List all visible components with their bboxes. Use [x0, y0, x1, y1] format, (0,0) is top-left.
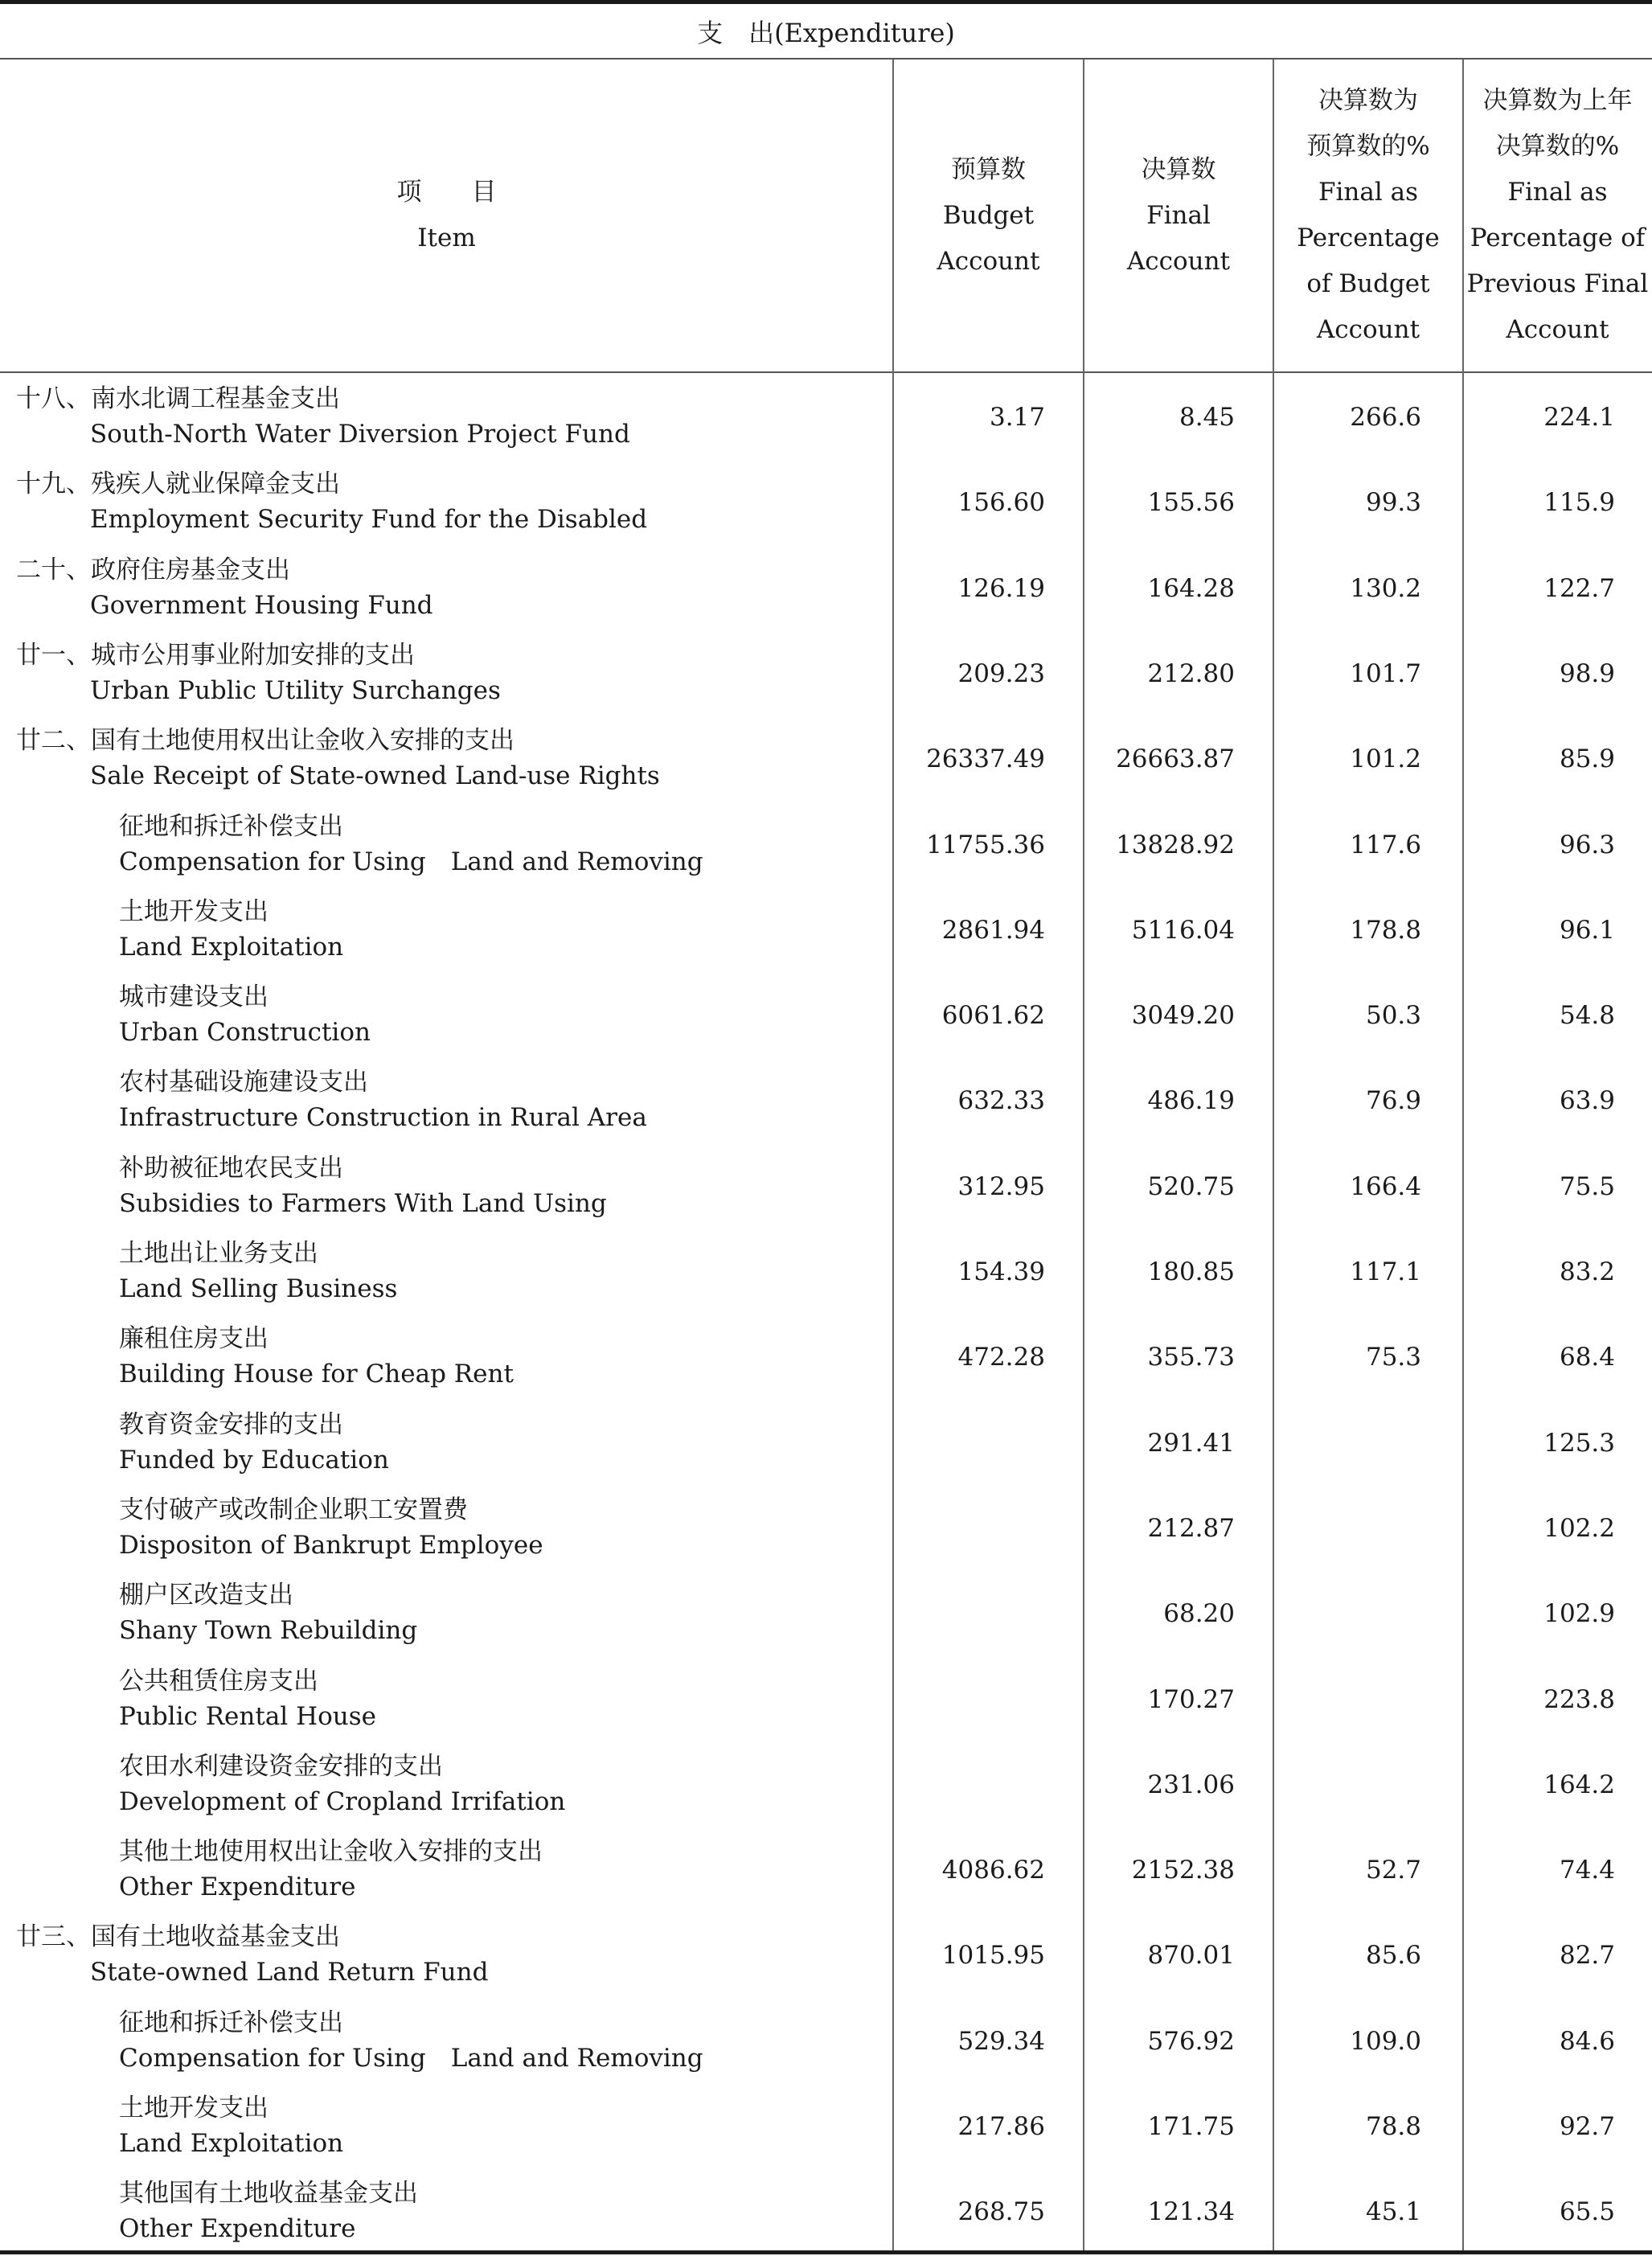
budget-cell: 26337.49	[926, 744, 1045, 774]
item-name-cn: 土地开发支出	[119, 2094, 269, 2123]
header-pct-budget-line: Account	[1316, 315, 1420, 344]
item-name-en: State-owned Land Return Fund	[90, 1958, 489, 1987]
item-name-cn: 廉租住房支出	[119, 1324, 269, 1354]
header-budget-line: Budget	[942, 200, 1035, 230]
header-item-en: Item	[417, 224, 476, 252]
header-budget-line: Account	[937, 246, 1040, 276]
pct-budget-cell	[1273, 1486, 1461, 1571]
final-cell: 164.28	[1147, 573, 1235, 603]
pct-budget-cell	[1273, 1657, 1461, 1742]
table-row	[0, 716, 1652, 802]
budget-cell: 312.95	[957, 1171, 1045, 1201]
header-final-line: Final	[1146, 200, 1211, 230]
pct-budget-cell: 76.9	[1365, 1086, 1421, 1116]
header-pct-prev-line: Final as	[1507, 178, 1608, 207]
budget-cell: 6061.62	[941, 1001, 1045, 1031]
item-cell	[0, 375, 892, 460]
item-cell	[0, 1999, 892, 2084]
item-name-en: Sale Receipt of State-owned Land-use Rights	[90, 761, 660, 791]
item-cell	[0, 888, 892, 973]
table-row	[0, 1315, 1652, 1400]
column-divider	[892, 59, 894, 2250]
budget-cell	[893, 1401, 1082, 1486]
final-cell: 5116.04	[1131, 915, 1235, 945]
table-row	[0, 888, 1652, 973]
pct-prev-cell: 65.5	[1559, 2197, 1615, 2227]
budget-cell: 209.23	[957, 658, 1045, 688]
item-cell	[0, 1401, 892, 1486]
header-pct-prev-line: Percentage of	[1470, 224, 1646, 252]
pct-prev-cell: 164.2	[1543, 1770, 1615, 1799]
budget-cell: 2861.94	[941, 915, 1045, 945]
item-name-cn: 十八、南水北调工程基金支出	[16, 384, 340, 413]
header-pct-prev-line: Previous Final	[1466, 269, 1649, 298]
item-name-cn: 其他国有土地收益基金支出	[119, 2179, 418, 2209]
table-row	[0, 1999, 1652, 2084]
final-cell: 68.20	[1163, 1599, 1235, 1629]
item-name-cn: 征地和拆迁补偿支出	[119, 811, 343, 841]
final-cell: 355.73	[1147, 1343, 1235, 1372]
pct-budget-cell: 117.1	[1350, 1257, 1421, 1286]
pct-prev-cell: 92.7	[1559, 2112, 1615, 2141]
table-row	[0, 631, 1652, 716]
item-cell	[0, 1742, 892, 1827]
bottom-rule	[0, 2250, 1652, 2254]
header-pct-prev-line: Account	[1506, 315, 1609, 344]
pct-prev-cell: 96.1	[1559, 915, 1615, 945]
header-pct-budget-line: of Budget	[1306, 269, 1430, 298]
item-name-cn: 其他土地使用权出让金收入安排的支出	[119, 1837, 543, 1867]
budget-cell: 529.34	[957, 2026, 1045, 2056]
item-name-en: Funded by Education	[119, 1445, 389, 1475]
budget-cell: 3.17	[989, 403, 1045, 432]
item-cell	[0, 716, 892, 802]
table-row	[0, 1827, 1652, 1913]
final-cell: 3049.20	[1131, 1001, 1235, 1031]
item-cell	[0, 460, 892, 545]
item-name-en: Land Exploitation	[119, 2129, 344, 2158]
pct-prev-cell: 224.1	[1543, 403, 1615, 432]
item-name-en: Land Exploitation	[119, 932, 344, 962]
item-cell	[0, 2084, 892, 2169]
header-pct-budget-line: Percentage	[1297, 224, 1440, 252]
pct-budget-cell: 117.6	[1350, 830, 1421, 859]
final-cell: 13828.92	[1116, 830, 1235, 859]
item-name-cn: 二十、政府住房基金支出	[16, 555, 290, 585]
item-name-cn: 土地出让业务支出	[119, 1239, 318, 1268]
item-cell	[0, 1058, 892, 1143]
final-cell: 121.34	[1147, 2197, 1235, 2227]
pct-prev-cell: 223.8	[1543, 1684, 1615, 1714]
header-pct-prev	[1463, 59, 1652, 373]
item-name-cn: 公共租赁住房支出	[119, 1666, 318, 1696]
item-cell	[0, 546, 892, 631]
table-row	[0, 460, 1652, 545]
table-title: 支 出(Expenditure)	[0, 4, 1652, 59]
header-pct-budget-line: 预算数的%	[1306, 132, 1430, 161]
budget-cell: 11755.36	[926, 830, 1045, 859]
final-cell: 26663.87	[1116, 744, 1235, 774]
final-cell: 576.92	[1147, 2026, 1235, 2056]
final-cell: 520.75	[1147, 1171, 1235, 1201]
header-budget-line: 预算数	[951, 154, 1026, 184]
pct-prev-cell: 96.3	[1559, 830, 1615, 859]
budget-cell	[893, 1742, 1082, 1827]
item-name-en: Urban Construction	[119, 1018, 371, 1048]
column-divider	[1083, 59, 1084, 2250]
pct-prev-cell: 84.6	[1559, 2026, 1615, 2056]
item-name-en: Urban Public Utility Surchanges	[90, 675, 501, 705]
final-cell: 8.45	[1179, 403, 1235, 432]
item-name-cn: 农村基础设施建设支出	[119, 1068, 368, 1097]
final-cell: 155.56	[1147, 488, 1235, 518]
item-name-en: Compensation for Using Land and Removing	[119, 2043, 703, 2073]
item-name-cn: 征地和拆迁补偿支出	[119, 2008, 343, 2037]
item-name-en: Shany Town Rebuilding	[119, 1616, 418, 1646]
item-name-cn: 城市建设支出	[119, 982, 269, 1012]
pct-prev-cell: 83.2	[1559, 1257, 1615, 1286]
column-divider	[1462, 59, 1464, 2250]
pct-budget-cell	[1273, 1401, 1461, 1486]
item-name-cn: 廿三、国有土地收益基金支出	[16, 1922, 340, 1952]
pct-prev-cell: 74.4	[1559, 1856, 1615, 1885]
item-cell	[0, 802, 892, 888]
item-cell	[0, 1315, 892, 1400]
pct-budget-cell: 99.3	[1365, 488, 1421, 518]
pct-prev-cell: 82.7	[1559, 1941, 1615, 1971]
item-name-cn: 教育资金安排的支出	[119, 1409, 343, 1439]
item-name-en: Land Selling Business	[119, 1274, 398, 1303]
budget-cell: 217.86	[957, 2112, 1045, 2141]
pct-budget-cell: 101.7	[1350, 658, 1421, 688]
budget-cell: 154.39	[957, 1257, 1045, 1286]
final-cell: 2152.38	[1131, 1856, 1235, 1885]
header-final	[1084, 59, 1273, 373]
table-row	[0, 1742, 1652, 1827]
final-cell: 486.19	[1147, 1086, 1235, 1116]
header-pct-budget-line: 决算数为	[1318, 86, 1418, 115]
table-row	[0, 1401, 1652, 1486]
pct-budget-cell	[1273, 1742, 1461, 1827]
pct-prev-cell: 125.3	[1543, 1428, 1615, 1458]
header-pct-prev-line: 决算数为上年	[1482, 86, 1633, 115]
table-row	[0, 1486, 1652, 1571]
pct-budget-cell: 50.3	[1365, 1001, 1421, 1031]
header-final-line: 决算数	[1141, 154, 1216, 184]
pct-budget-cell: 109.0	[1350, 2026, 1421, 2056]
header-final-line: Account	[1126, 246, 1231, 276]
budget-cell	[893, 1657, 1082, 1742]
item-name-en: Other Expenditure	[119, 1872, 356, 1902]
pct-prev-cell: 63.9	[1559, 1086, 1615, 1116]
budget-cell: 4086.62	[941, 1856, 1045, 1885]
budget-cell: 472.28	[957, 1343, 1045, 1372]
final-cell: 180.85	[1147, 1257, 1235, 1286]
final-cell: 171.75	[1147, 2112, 1235, 2141]
budget-cell	[893, 1486, 1082, 1571]
pct-budget-cell: 75.3	[1365, 1343, 1421, 1372]
final-cell: 212.80	[1147, 658, 1235, 688]
pct-prev-cell: 54.8	[1559, 1001, 1615, 1031]
item-cell	[0, 1486, 892, 1571]
table-row	[0, 1144, 1652, 1229]
item-cell	[0, 1913, 892, 1998]
pct-budget-cell: 85.6	[1365, 1941, 1421, 1971]
table-row	[0, 2169, 1652, 2254]
item-name-cn: 补助被征地农民支出	[119, 1153, 343, 1183]
table-row	[0, 375, 1652, 460]
final-cell: 170.27	[1147, 1684, 1235, 1714]
table-row	[0, 1229, 1652, 1315]
pct-budget-cell: 178.8	[1350, 915, 1421, 945]
pct-budget-cell	[1273, 1571, 1461, 1656]
item-name-en: South-North Water Diversion Project Fund	[90, 420, 630, 449]
item-name-en: Building House for Cheap Rent	[119, 1360, 514, 1389]
item-name-en: Development of Cropland Irrifation	[119, 1786, 566, 1816]
pct-budget-cell: 78.8	[1365, 2112, 1421, 2141]
table-row	[0, 1657, 1652, 1742]
pct-budget-cell: 130.2	[1350, 573, 1421, 603]
column-divider	[1273, 59, 1274, 2250]
item-name-en: Infrastructure Construction in Rural Area	[119, 1103, 647, 1133]
pct-budget-cell: 266.6	[1350, 403, 1421, 432]
item-cell	[0, 973, 892, 1058]
budget-cell: 632.33	[957, 1086, 1045, 1116]
pct-prev-cell: 102.9	[1543, 1599, 1615, 1629]
table-row	[0, 973, 1652, 1058]
item-name-cn: 十九、残疾人就业保障金支出	[16, 470, 340, 499]
budget-cell	[893, 1571, 1082, 1656]
budget-cell: 156.60	[957, 488, 1045, 518]
item-name-cn: 农田水利建设资金安排的支出	[119, 1751, 443, 1781]
header-pct-budget	[1273, 59, 1463, 373]
pct-prev-cell: 85.9	[1559, 744, 1615, 774]
pct-prev-cell: 102.2	[1543, 1513, 1615, 1543]
budget-cell: 268.75	[957, 2197, 1045, 2227]
item-name-en: Public Rental House	[119, 1701, 376, 1731]
table-row	[0, 546, 1652, 631]
pct-budget-cell: 166.4	[1350, 1171, 1421, 1201]
table-row	[0, 1571, 1652, 1656]
pct-prev-cell: 75.5	[1559, 1171, 1615, 1201]
pct-budget-cell: 45.1	[1365, 2197, 1421, 2227]
final-cell: 212.87	[1147, 1513, 1235, 1543]
pct-budget-cell: 52.7	[1365, 1856, 1421, 1885]
header-pct-prev-line: 决算数的%	[1495, 132, 1620, 161]
final-cell: 291.41	[1147, 1428, 1235, 1458]
header-pct-budget-line: Final as	[1318, 178, 1419, 207]
item-name-en: Compensation for Using Land and Removing	[119, 847, 703, 876]
pct-prev-cell: 122.7	[1543, 573, 1615, 603]
pct-budget-cell: 101.2	[1350, 744, 1421, 774]
pct-prev-cell: 115.9	[1543, 488, 1615, 518]
item-name-en: Employment Security Fund for the Disabled	[90, 505, 648, 535]
budget-cell: 126.19	[957, 573, 1045, 603]
item-cell	[0, 1144, 892, 1229]
item-cell	[0, 1571, 892, 1656]
item-name-en: Other Expenditure	[119, 2214, 356, 2244]
header-item-cn: 项 目	[396, 178, 497, 207]
item-name-en: Subsidies to Farmers With Land Using	[119, 1188, 607, 1218]
pct-prev-cell: 68.4	[1559, 1343, 1615, 1372]
item-name-cn: 棚户区改造支出	[119, 1581, 293, 1610]
item-name-cn: 支付破产或改制企业职工安置费	[119, 1495, 468, 1524]
item-cell	[0, 2169, 892, 2254]
header-budget	[893, 59, 1084, 373]
table-row	[0, 802, 1652, 888]
header-item	[0, 59, 893, 373]
item-cell	[0, 631, 892, 716]
final-cell: 231.06	[1147, 1770, 1235, 1799]
item-name-en: Dispositon of Bankrupt Employee	[119, 1530, 543, 1560]
budget-cell: 1015.95	[941, 1941, 1045, 1971]
table-row	[0, 2084, 1652, 2169]
item-name-cn: 廿一、城市公用事业附加安排的支出	[16, 640, 415, 670]
item-name-en: Government Housing Fund	[90, 590, 433, 620]
item-name-cn: 廿二、国有土地使用权出让金收入安排的支出	[16, 726, 514, 756]
item-cell	[0, 1827, 892, 1913]
table-row	[0, 1913, 1652, 1998]
pct-prev-cell: 98.9	[1559, 658, 1615, 688]
table-row	[0, 1058, 1652, 1143]
item-name-cn: 土地开发支出	[119, 896, 269, 926]
item-cell	[0, 1657, 892, 1742]
final-cell: 870.01	[1147, 1941, 1235, 1971]
item-cell	[0, 1229, 892, 1315]
